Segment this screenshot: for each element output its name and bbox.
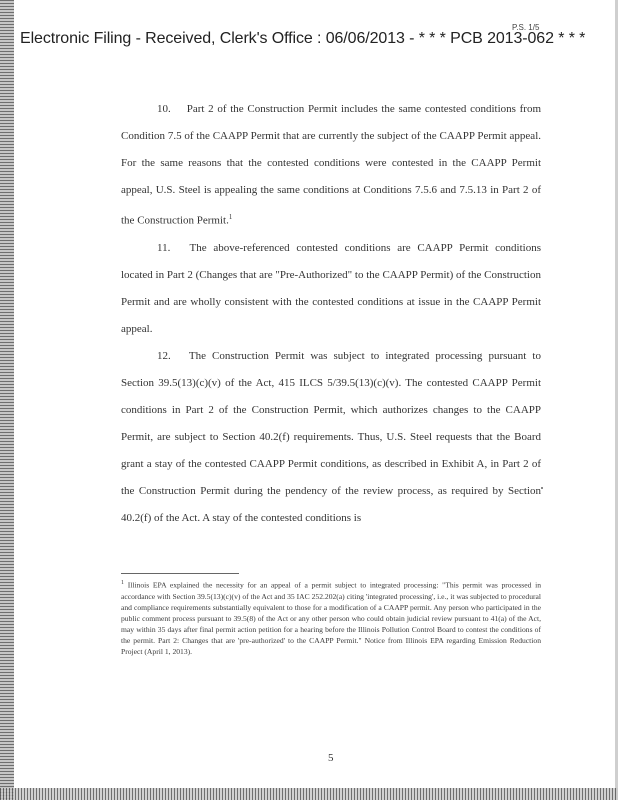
footnote-divider [121, 573, 239, 574]
paragraph-number: 11. [157, 241, 171, 254]
filing-header-stamp: Electronic Filing - Received, Clerk's Office : 06/06/2013 - * * * PCB 2013-062 * * * [20, 30, 586, 47]
scan-speck [541, 487, 543, 489]
paragraph-10 [121, 96, 541, 235]
paragraph-number: 12. [157, 349, 171, 362]
paragraph-text: Part 2 of the Construction Permit includes the same contested conditions from Condition 7.5 of the CAAPP Permit that are currently the subject of the CAAPP Permit appeal. For the same reasons that the contested conditions were contested in the CAAPP Permit appeal, U.S. Steel is appealing the same conditions at Conditions 7.5.6 and 7.5.13 in Part 2 of the Construction Permit. [121, 103, 542, 227]
footnote-mark: 1 [121, 580, 124, 586]
footnote [121, 578, 541, 657]
scan-bottom-edge [0, 788, 618, 800]
paragraph-number: 10. [157, 103, 171, 115]
paragraph-11 [121, 235, 541, 343]
paragraph-text: The above-referenced contested conditions are CAAPP Permit conditions located in Part 2 (Changes that are "Pre-Authorized" to the CAAPP Permit) of the Construction Permit and are wholly consistent with the contested conditions at issue in the CAAPP Permit appeal. [121, 241, 541, 335]
paragraph-12 [121, 343, 541, 532]
page-mark: P.S. 1/5 [512, 23, 540, 32]
paragraph-text: The Construction Permit was subject to integrated processing pursuant to Section 39.5(13)(c)(v) of the Act, 415 ILCS 5/39.5(13)(c)(v). The contested CAAPP Permit conditions in Part 2 of the Construction Permit, which authorizes changes to the CAAPP Permit, are subject to Section 40.2(f) requirements. Thus, U.S. Steel requests that the Board grant a stay of the contested CAAPP Permit conditions, as described in Exhibit A, in Part 2 of the Construction Permit during the pendency of the review process, as required by Section 40.2(f) of the Act. A stay of the contested conditions is [121, 349, 541, 524]
page-number: 5 [328, 752, 334, 764]
footnote-text: Illinois EPA explained the necessity for an appeal of a permit subject to integrated processing: "This permit was processed in accordance with Section 39.5(13)(c)(v) of the Act and 35 IAC 252.202(a) citing 'integrated processing', i.e., it was subjected to procedural and compliance requirements substantially equivalent to those for a modification of a CAAPP permit. Any person who participated in the public comment process pursuant to 39.5(8) of the Act or any other person who could obtain judicial review pursuant to 41(a) of the Act, may within 35 days after final permit action petition for a hearing before the Illinois Pollution Control Board to contest the conditions of the permit. Part 2: Changes that are 'pre-authorized' to the CAAPP Permit." Notice from Illinois EPA regarding Emission Reduction Project (April 1, 2013). [121, 580, 542, 656]
document-body [121, 96, 541, 532]
footnote-reference: 1 [228, 213, 233, 221]
scan-left-edge [0, 0, 14, 800]
